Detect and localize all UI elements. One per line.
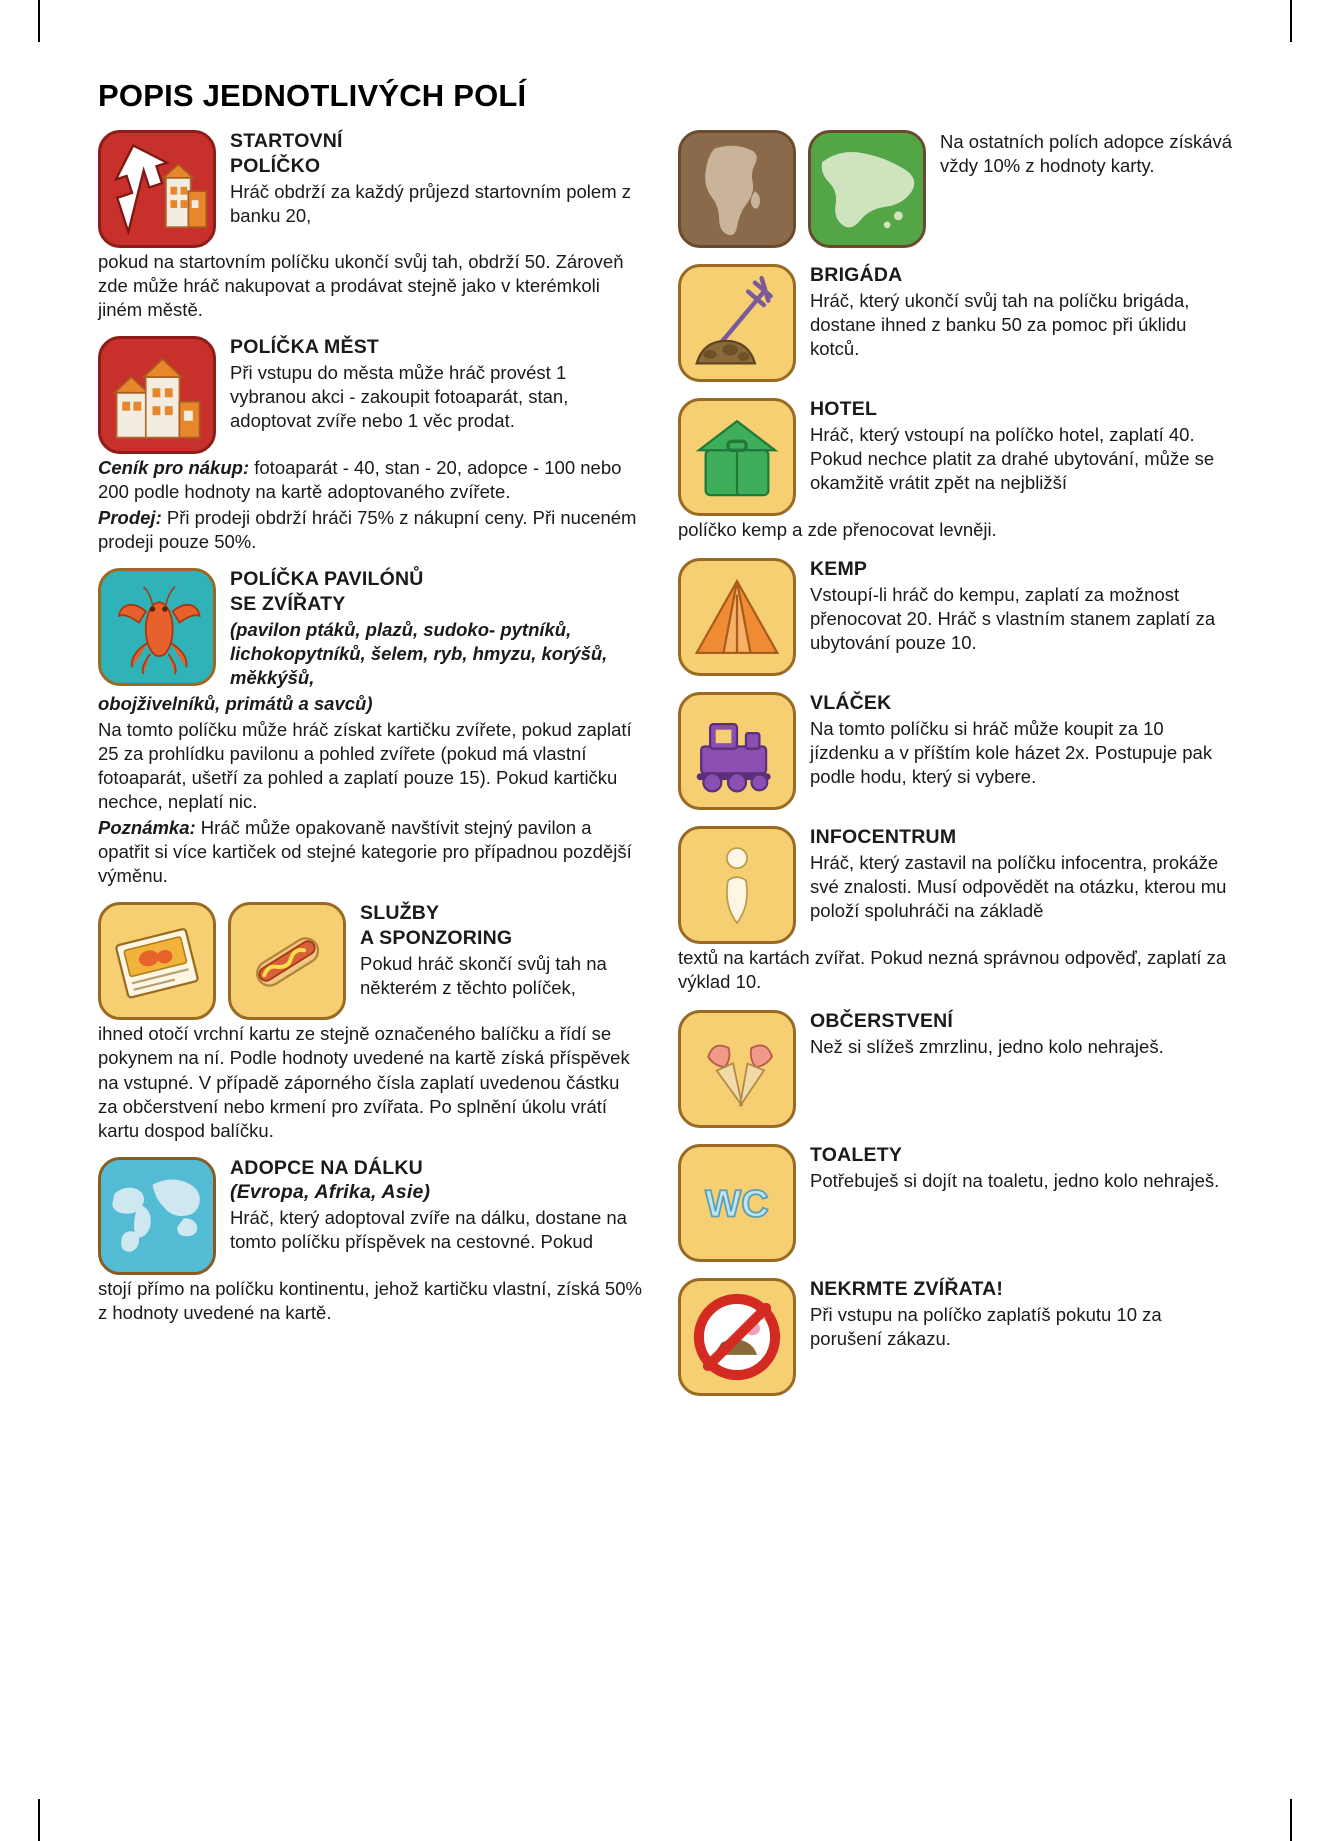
svg-text:WC: WC [705, 1183, 769, 1226]
section-kemp [678, 558, 1234, 676]
crop-mark-bottom-right [1290, 1799, 1292, 1841]
pavilions-italic-flow: obojživelníků, primátů a savců) [98, 693, 373, 715]
africa-map-icon [678, 130, 796, 248]
left-column [98, 130, 642, 1339]
hotdog-icon [228, 902, 346, 1020]
no-feeding-icon [678, 1278, 796, 1396]
ticket-icon [98, 902, 216, 1020]
tent-icon [678, 558, 796, 676]
services-inset-text [360, 902, 642, 1000]
cities-price-paragraph [98, 456, 642, 504]
pavilions-body: Na tomto políčku může hráč získat kartičku zvířete, pokud zaplatí 25 za prohlídku pavilonu a pohled zvířete (pokud má vlastní fotoaparát, ušetří za pohled a zaplatí pouze 15). Pokud kartičku nechce, neplatí nic. [98, 719, 632, 813]
lobster-pavilion-icon [98, 568, 216, 686]
rules-page [98, 78, 1238, 1412]
pitchfork-manure-icon [678, 264, 796, 382]
infocentrum-flow-paragraph: textů na kartách zvířat. Pokud nezná správnou odpověď, zaplatí za výklad 10. [678, 947, 1227, 993]
continent-icon-pair [678, 130, 926, 248]
asia-map-icon [808, 130, 926, 248]
cities-heading: POLÍČKA MĚST [230, 336, 380, 359]
cities-sale-paragraph [98, 506, 642, 554]
services-flow-paragraph: ihned otočí vrchní kartu ze stejně označeného balíčku a řídí se pokynem na ní. Podle hodnoty uvedené na kartě získá příspěvek na vstupné. V případě záporného čísla zaplatí uvedenou částku za občerstvení nebo krmení pro zvířata. Po splnění úkolu vrátí kartu dospod balíčku. [98, 1023, 630, 1141]
hotel-inset-paragraph: Hráč, který vstoupí na políčko hotel, zaplatí 40. Pokud nechce platit za drahé ubytování, může se okamžitě vrátit zpět na nejbližší [810, 423, 1215, 493]
cities-price-label: Ceník pro nákup: [98, 457, 250, 479]
page-title: POPIS JEDNOTLIVÝCH POLÍ [98, 78, 527, 113]
vlacek-paragraph: Na tomto políčku si hráč může koupit za 10 jízdenku a v příštím kole házet 2x. Postupuje pak podle hodu, který si vybere. [810, 717, 1213, 787]
crop-mark-bottom-left [38, 1799, 40, 1841]
nekrmte-heading: NEKRMTE ZVÍŘATA! [810, 1278, 1004, 1301]
adoption-inset-paragraph: Hráč, který adoptoval zvíře na dálku, dostane na tomto políčku příspěvek na cestovné. Pokud [230, 1207, 627, 1253]
pavilions-inset-text [230, 568, 642, 690]
city-houses-icon [98, 336, 216, 454]
adoption-heading: ADOPCE NA DÁLKU [230, 1156, 423, 1179]
start-flow-paragraph: pokud na startovním políčku ukončí svůj tah, obdrží 50. Zároveň zde může hráč nakupovat a prodávat stejně jako v kterémkoli jiném městě. [98, 251, 624, 321]
pavilions-heading-line1: POLÍČKA PAVILÓNŮ [230, 568, 424, 591]
toalety-text-wrap [810, 1144, 1219, 1193]
obcerstveni-paragraph: Než si slížeš zmrzlinu, jedno kolo nehraješ. [810, 1035, 1164, 1057]
pavilions-italic-inset: (pavilon ptáků, plazů, sudoko- pytníků, lichokopytníků, šelem, ryb, hmyzu, korýšů, měkkýšů, [230, 618, 608, 688]
obcerstveni-text-wrap [810, 1010, 1164, 1059]
cities-inset-text [230, 336, 642, 433]
train-icon [678, 692, 796, 810]
start-heading-line1: STARTOVNÍ [230, 130, 343, 152]
adoption-inset-text [230, 1157, 642, 1255]
section-toalety [678, 1144, 1234, 1262]
cities-price-text: fotoaparát - 40, stan - 20, adopce - 100 nebo 200 podle hodnoty na kartě adoptovaného zvířete. [98, 457, 622, 503]
infocentrum-inset-text [810, 826, 1234, 923]
pavilions-note-label: Poznámka: [98, 817, 196, 839]
cities-sale-text: Při prodeji obdrží hráči 75% z nákupní ceny. Při nuceném prodeji pouze 50%. [98, 507, 637, 553]
brigada-text-wrap [810, 264, 1234, 361]
cities-sale-label: Prodej: [98, 507, 162, 529]
section-sluzby-sponzoring [98, 902, 642, 1142]
kemp-paragraph: Vstoupí-li hráč do kempu, zaplatí za možnost přenocovat 20. Hráč s vlastním stanem zaplatí za ubytování pouze 10. [810, 583, 1216, 653]
section-startovni-policko [98, 130, 642, 322]
services-icon-pair [98, 902, 346, 1020]
start-inset-text [230, 130, 642, 228]
right-column [678, 130, 1234, 1412]
two-column-layout [98, 130, 1238, 1412]
nekrmte-text-wrap [810, 1278, 1234, 1351]
start-inset-paragraph: Hráč obdrží za každý průjezd startovním polem z banku 20, [230, 180, 631, 226]
toalety-heading: TOALETY [810, 1144, 903, 1167]
obcerstveni-heading: OBČERSTVENÍ [810, 1010, 954, 1033]
crop-mark-top-right [1290, 0, 1292, 42]
kemp-heading: KEMP [810, 558, 868, 581]
start-heading-line2: POLÍČKO [230, 154, 321, 177]
infocentrum-inset-paragraph: Hráč, který zastavil na políčku infocentra, prokáže své znalosti. Musí odpovědět na otázku, kterou mu položí spoluhráči na základě [810, 851, 1227, 921]
world-map-icon [98, 1157, 216, 1275]
wc-icon [678, 1144, 796, 1262]
services-inset-paragraph: Pokud hráč skončí svůj tah na některém z těchto políček, [360, 952, 607, 999]
pavilions-heading-line2: SE ZVÍŘATY [230, 593, 346, 616]
services-heading-line2: A SPONZORING [360, 927, 513, 950]
cities-inset-paragraph: Při vstupu do města může hráč provést 1 vybranou akci - zakoupit fotoaparát, stan, adoptovat zvíře nebo 1 věc prodat. [230, 361, 569, 432]
section-policka-mest [98, 336, 642, 554]
ice-cream-icon [678, 1010, 796, 1128]
pavilions-note [98, 816, 642, 888]
kemp-text-wrap [810, 558, 1234, 655]
section-infocentrum [678, 826, 1234, 994]
section-hotel [678, 398, 1234, 542]
info-i-icon [678, 826, 796, 944]
brigada-heading: BRIGÁDA [810, 264, 903, 286]
hotel-flow-paragraph: políčko kemp a zde přenocovat levněji. [678, 519, 997, 540]
services-heading-line1: SLUŽBY [360, 902, 440, 925]
section-policka-pavilonu [98, 568, 642, 888]
brigada-paragraph: Hráč, který ukončí svůj tah na políčku brigáda, dostane ihned z banku 50 za pomoc při úklidu kotců. [810, 289, 1190, 359]
adoption-subheading: (Evropa, Afrika, Asie) [230, 1181, 431, 1204]
section-adopce-na-dalku [98, 1157, 642, 1325]
vlacek-text-wrap [810, 692, 1234, 789]
section-obcerstveni [678, 1010, 1234, 1128]
continents-text: Na ostatních polích adopce získává vždy 10% z hodnoty karty. [940, 131, 1233, 177]
infocentrum-heading: INFOCENTRUM [810, 826, 957, 849]
section-nekrmte-zvirata [678, 1278, 1234, 1396]
nekrmte-paragraph: Při vstupu na políčko zaplatíš pokutu 10 za porušení zákazu. [810, 1303, 1162, 1349]
section-vlacek [678, 692, 1234, 810]
section-ostatni-pole [678, 130, 1234, 248]
start-arrow-city-icon [98, 130, 216, 248]
toalety-paragraph: Potřebuješ si dojít na toaletu, jedno kolo nehraješ. [810, 1169, 1220, 1191]
hotel-inset-text [810, 398, 1234, 495]
adoption-flow-paragraph: stojí přímo na políčku kontinentu, jehož kartičku vlastní, získá 50% z hodnoty uvedené na kartě. [98, 1277, 642, 1323]
vlacek-heading: VLÁČEK [810, 692, 892, 715]
crop-mark-top-left [38, 0, 40, 42]
pavilions-note-text: Hráč může opakovaně navštívit stejný pavilon a opatřit si více kartiček od stejné kategorie pro případnou pozdější výměnu. [98, 817, 632, 887]
hotel-suitcase-icon [678, 398, 796, 516]
hotel-heading: HOTEL [810, 398, 878, 420]
section-brigada [678, 264, 1234, 382]
